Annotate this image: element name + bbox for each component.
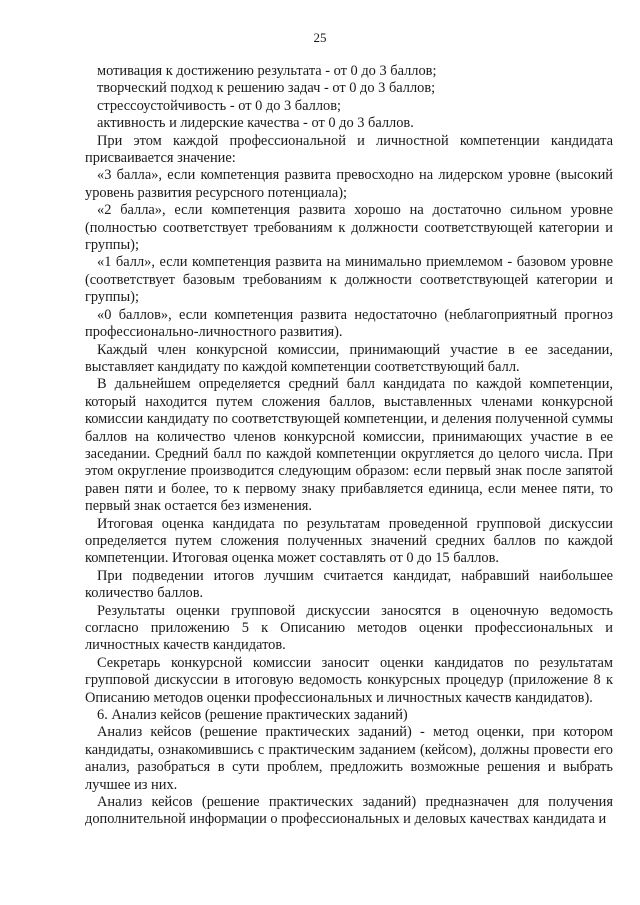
paragraph: стрессоустойчивость - от 0 до 3 баллов;	[97, 97, 341, 114]
paragraph: В дальнейшем определяется средний балл кандидата по каждой компетенции, который находится путем сложения баллов, выставленных членами конкурсной комиссии кандидату по соответствующей компетенции, и деления полученной суммы баллов на количество членов конкурсной комиссии, принимающих участие в ее заседании. Средний балл по каждой компетенции округляется до целого числа. При этом округление производится следующим образом: если первый знак после запятой равен пяти и более, то к первому знаку прибавляется единица, если менее пяти, то первый знак остается без изменения.	[85, 376, 613, 515]
paragraph: При подведении итогов лучшим считается кандидат, набравший наибольшее количество баллов.	[85, 567, 613, 602]
paragraph: мотивация к достижению результата - от 0 до 3 баллов;	[97, 63, 437, 79]
paragraph: творческий подход к решению задач - от 0 до 3 баллов;	[97, 80, 436, 97]
paragraph: «3 балла», если компетенция развита превосходно на лидерском уровне (высокий уровень развития ресурсного потенциала);	[85, 167, 613, 201]
paragraph: «1 балл», если компетенция развита на минимально приемлемом - базовом уровне (соответствует базовым требованиям к должности соответствующей категории и группы);	[85, 254, 613, 306]
paragraph: активность и лидерские качества - от 0 до 3 баллов.	[97, 115, 414, 132]
paragraph: 6. Анализ кейсов (решение практических заданий)	[97, 707, 408, 724]
paragraph: «0 баллов», если компетенция развита недостаточно (неблагоприятный прогноз профессионально-личностного развития).	[85, 306, 613, 341]
page-number: 25	[313, 30, 327, 45]
paragraph: Анализ кейсов (решение практических заданий) - метод оценки, при котором кандидаты, ознакомившись с практическим заданием (кейсом), должны провести его анализ, разобраться в сути проблем, предложить возможные решения и выбрать лучшее из них.	[85, 724, 613, 793]
paragraph: Результаты оценки групповой дискуссии заносятся в оценочную ведомость согласно приложению 5 к Описанию методов оценки профессиональных и личностных качеств кандидатов.	[85, 602, 613, 654]
document-body	[85, 63, 613, 829]
paragraph: Секретарь конкурсной комиссии заносит оценки кандидатов по результатам групповой дискуссии в итоговую ведомость конкурсных процедур (приложение 8 к Описанию методов оценки профессиональных и личностных качеств кандидатов).	[85, 654, 613, 706]
paragraph: При этом каждой профессиональной и личностной компетенции кандидата присваивается значение:	[85, 132, 613, 167]
paragraph: Анализ кейсов (решение практических заданий) предназначен для получения дополнительной информации о профессиональных и деловых качествах кандидата и	[85, 794, 613, 828]
paragraph: «2 балла», если компетенция развита хорошо на достаточно сильном уровне (полностью соответствует требованиям к должности соответствующей категории и группы);	[85, 202, 613, 254]
paragraph: Итоговая оценка кандидата по результатам проведенной групповой дискуссии определяется путем сложения полученных значений средних баллов по каждой компетенции. Итоговая оценка может составлять от 0 до 15 баллов.	[85, 515, 613, 567]
paragraph: Каждый член конкурсной комиссии, принимающий участие в ее заседании, выставляет кандидату по каждой компетенции соответствующий балл.	[85, 341, 613, 375]
